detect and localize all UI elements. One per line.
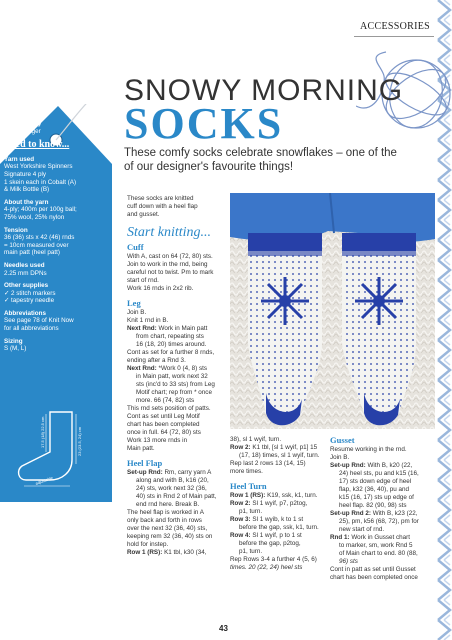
heel-turn-row4-label: Row 4:: [230, 532, 251, 539]
cuff-line: With A, cast on 64 (72, 80) sts.: [127, 253, 213, 260]
abbreviations-label: Abbreviations: [4, 309, 46, 317]
sizing-label: Sizing: [4, 337, 23, 345]
rep-line: Rep last 2 rows 13 (14, 15): [230, 460, 306, 467]
heel-flap-line: along and with B, k16 (20,: [136, 477, 209, 484]
cuff-line: Work 16 rnds in 2x2 rib.: [127, 285, 194, 292]
leg-line: Work 13 more rnds in: [127, 437, 188, 444]
next-rnd-label: Next Rnd:: [127, 325, 157, 332]
cuff-heading: Cuff: [127, 242, 144, 252]
pattern-column-1: These socks are knitted cuff down with a heel flap and gusset. Start knitting... Cuff With A, cast on 64 (72, 80) sts. Join to work in the rnd, being careful not to twist. Pm to mark start of rnd. Work 16 rnds in 2x2 rib. Leg Join B. Knit 1 rnd in B. Next Rnd: Work in Main patt from chart, repeating sts 16 (18, 20) times around. Cont as set for a further 8 rnds, ending after a Rnd 3. Next Rnd: *Work 0 (4, 8) sts in Main patt, work next 32 sts (inc'd to 33 sts) from Leg Motif chart; rep from * once more. 66 (74, 82) sts This rnd sets position of patts. Cont as set until Leg Motif chart has been completed once in full. 64 (72, 80) sts Work 13 more rnds in Main patt. Heel Flap Set-up Rnd: Rm, carry yarn A along and with B, k16 (20, 24) sts, work next 32 (36, 40) sts in Rnd 2 of Main patt, end rnd here. Break B. The heel flap is worked in A only back and forth in rows over the next 32 (36, 40) sts, keeping rem 32 (36, 40) sts on hold for instep. Row 1 (RS): K1 tbl, k30 (34,: [127, 195, 225, 557]
heel-flap-line: over the next 32 (36, 40) sts,: [127, 525, 208, 532]
leg-line: 16 (18, 20) times around.: [136, 341, 207, 348]
page-number: 43: [219, 624, 228, 633]
supplies-label: Other supplies: [4, 282, 49, 290]
tag-content: [4, 120, 108, 358]
heel-turn-line: before the gap, p2tog,: [239, 540, 301, 547]
gusset-line: Resume working in the rnd.: [330, 446, 407, 453]
about-yarn-line: 4-ply; 400m per 100g ball;: [4, 206, 77, 214]
diagram-leg-label: 17.5 (18) 22.5 cm: [40, 416, 45, 448]
heel-turn-row3-label: Row 3:: [230, 516, 251, 523]
tension-block: [4, 227, 108, 257]
diagram-foot-label: adjustable: [34, 474, 54, 486]
sizing-value: S (M, L): [4, 345, 27, 353]
heel-turn-row2-label: Row 2:: [230, 500, 251, 507]
cuff-line: start of rnd.: [127, 277, 159, 284]
gusset-setup-line: flap, k32 (36, 40), pu and: [339, 486, 410, 493]
heel-flap-line: 40) sts in Rnd 2 of Main patt,: [136, 493, 217, 500]
leg-line: more. 66 (74, 82) sts: [136, 397, 195, 404]
leg-line: Next Rnd: Work in Main patt: [127, 325, 208, 332]
setup-rnd-label: Set-up Rnd:: [127, 469, 163, 476]
sizing-block: [4, 338, 108, 353]
heel-turn-heading: Heel Turn: [230, 481, 267, 491]
section-label: ACCESSORIES: [360, 21, 430, 32]
start-knitting-heading: Start knitting...: [127, 225, 211, 240]
leg-line: Knit 1 rnd in B.: [127, 317, 169, 324]
needles-label: Needles used: [4, 261, 45, 269]
heel-turn-row1-label: Row 1 (RS):: [230, 492, 266, 499]
leg-line: Cont as set until Leg Motif: [127, 413, 200, 420]
designer-name: Mone Dräger: [4, 127, 41, 135]
pattern-column-2: 38), sl 1 wyif, turn. Row 2: K1 tbl, [sl 1 wyif, p1] 15 (17, 18) times, sl 1 wyif, turn. Rep last 2 rows 13 (14, 15) more times. Heel Turn Row 1 (RS): K19, ssk, k1, turn. Row 2: Sl 1 wyif, p7, p2tog, p1, turn. Row 3: Sl 1 wyib, k to 1 st before the gap, ssk, k1, turn. Row 4: Sl 1 wyif, p to 1 st before the gap, p2tog, p1, turn. Rep Rows 3-4 a further 4 (5, 6) times. 20 (22, 24) heel sts: [230, 436, 320, 571]
leg-line: Cont as set for a further 8 rnds,: [127, 349, 215, 356]
designed-by-label: Designed by: [4, 120, 42, 127]
heel-flap-line: hold for instep.: [127, 541, 169, 548]
supplies-item: ✓ 2 stitch markers: [4, 289, 56, 297]
leg-line: once in full. 64 (72, 80) sts: [127, 429, 201, 436]
cuff-line: Join to work in the rnd, being: [127, 261, 208, 268]
abbreviations-line: See page 78 of Knit Now: [4, 317, 74, 325]
heel-turn-line: p1, turn.: [239, 508, 263, 515]
needles-block: [4, 262, 108, 277]
intro-line: cuff down with a heel flap: [127, 203, 198, 210]
heel-flap-line: end rnd here. Break B.: [136, 501, 200, 508]
tension-line: 36 (36) sts x 42 (46) rnds: [4, 234, 75, 242]
need-to-know-heading: Need to know...: [4, 139, 70, 151]
row1-cont: 38), sl 1 wyif, turn.: [230, 436, 282, 443]
leg-line: in Main patt, work next 32: [136, 373, 208, 380]
gusset-rnd1-line: to marker, sm, work Rnd 5: [339, 542, 413, 549]
rep-line: more times.: [230, 468, 263, 475]
cuff-line: careful not to twist. Pm to mark: [127, 269, 214, 276]
supplies-item: ✓ tapestry needle: [4, 297, 55, 305]
leg-heading: Leg: [127, 298, 141, 308]
leg-line: from chart, repeating sts: [136, 333, 204, 340]
heel-turn-line: p1, turn.: [239, 548, 263, 555]
gusset-setup-label: Set-up Rnd:: [330, 462, 366, 469]
gusset-setup-line: 17) sts down edge of heel: [339, 478, 412, 485]
gusset-line: Join B.: [330, 454, 350, 461]
gusset-setup-line: k15 (16, 17) sts up edge of: [339, 494, 414, 501]
heel-flap-line: 24) sts, work next 32 (36,: [136, 485, 207, 492]
tension-line: main patt (heel patt): [4, 249, 61, 257]
gusset-rnd1-line: of Main chart to end. 80 (88,: [339, 550, 418, 557]
about-yarn-line: 75% wool, 25% nylon: [4, 213, 65, 221]
leg-line: ending after a Rnd 3.: [127, 357, 186, 364]
title-line-2: SOCKS: [124, 99, 284, 148]
row2-label: Row 2:: [230, 444, 251, 451]
tension-line: = 10cm measured over: [4, 241, 69, 249]
about-yarn-block: [4, 199, 108, 222]
rep-rows-line: times. 20 (22, 24) heel sts: [230, 564, 303, 571]
socks-photo: [230, 193, 435, 429]
intro-line: These socks are knitted: [127, 195, 194, 202]
heel-turn-line: before the gap, ssk, k1, turn.: [239, 524, 319, 531]
row1-label: Row 1 (RS):: [127, 549, 163, 556]
gusset-setup2-label: Set-up Rnd 2:: [330, 510, 371, 517]
sock-sizing-diagram: [14, 408, 94, 488]
next-rnd-label: Next Rnd:: [127, 365, 157, 372]
abbreviations-line: for all abbreviations: [4, 325, 59, 333]
heel-flap-line: The heel flap is worked in A: [127, 509, 205, 516]
row2-line: (17, 18) times, sl 1 wyif, turn.: [239, 452, 320, 459]
designer-block: [4, 120, 108, 135]
leg-line: Next Rnd: *Work 0 (4, 8) sts: [127, 365, 208, 372]
leg-line: sts (inc'd to 33 sts) from Leg: [136, 381, 215, 388]
gusset-setup-line: 24) heel sts, pu and k15 (16,: [339, 470, 419, 477]
diagram-width-label: 23 (23.5, 24) cm: [77, 426, 82, 456]
leg-line: This rnd sets position of patts.: [127, 405, 211, 412]
supplies-block: [4, 282, 108, 305]
intro-line: and gusset.: [127, 211, 160, 218]
about-yarn-label: About the yarn: [4, 198, 49, 206]
gusset-rnd1-label: Rnd 1:: [330, 534, 350, 541]
yarn-used-line: 1 skein each in Cobalt (A): [4, 178, 77, 186]
tension-label: Tension: [4, 226, 28, 234]
gusset-rnd1-line: 96) sts: [339, 558, 358, 565]
gusset-setup2-line: new start of rnd.: [339, 526, 385, 533]
pattern-column-3: Gusset Resume working in the rnd. Join B. Set-up Rnd: With B, k20 (22, 24) heel sts, pu and k15 (16, 17) sts down edge of heel flap, k32 (36, 40), pu and k15 (16, 17) sts up edge of heel flap. 82 (90, 98) sts Set-up Rnd 2: With B, k23 (22, 25), pm, k56 (68, 72), pm for new start of rnd. Rnd 1: Work in Gusset chart to marker, sm, work Rnd 5 of Main chart to end. 80 (88, 96) sts Cont in patt as set until Gusset chart has been completed once: [330, 436, 434, 582]
gusset-setup-line: heel flap. 82 (90, 98) sts: [339, 502, 407, 509]
heel-flap-heading: Heel Flap: [127, 458, 163, 468]
gusset-cont-line: chart has been completed once: [330, 574, 418, 581]
yarn-used-line: West Yorkshire Spinners: [4, 163, 73, 171]
heel-flap-line: only back and forth in rows: [127, 517, 202, 524]
title-line-1: SNOWY MORNING: [124, 74, 404, 107]
abbreviations-block: [4, 310, 108, 333]
yarn-used-line: Signature 4 ply: [4, 170, 47, 178]
gusset-setup2-line: 25), pm, k56 (68, 72), pm for: [339, 518, 419, 525]
gusset-heading: Gusset: [330, 435, 355, 445]
yarn-used-block: [4, 156, 108, 194]
leg-line: Main patt.: [127, 445, 155, 452]
header-rule: [354, 36, 434, 37]
heel-flap-line: keeping rem 32 (36, 40) sts on: [127, 533, 213, 540]
gusset-cont-line: Cont in patt as set until Gusset: [330, 566, 416, 573]
leg-line: Join B.: [127, 309, 147, 316]
leg-line: chart has been completed: [127, 421, 200, 428]
rep-rows-line: Rep Rows 3-4 a further 4 (5, 6): [230, 556, 317, 563]
yarn-used-label: Yarn used: [4, 155, 35, 163]
leg-line: Motif chart; rep from * once: [136, 389, 212, 396]
yarn-used-line: & Milk Bottle (B): [4, 186, 50, 194]
needles-value: 2.25 mm DPNs: [4, 269, 47, 277]
subtitle: These comfy socks celebrate snowflakes – one of the of our designer's favourite things!: [124, 147, 397, 173]
